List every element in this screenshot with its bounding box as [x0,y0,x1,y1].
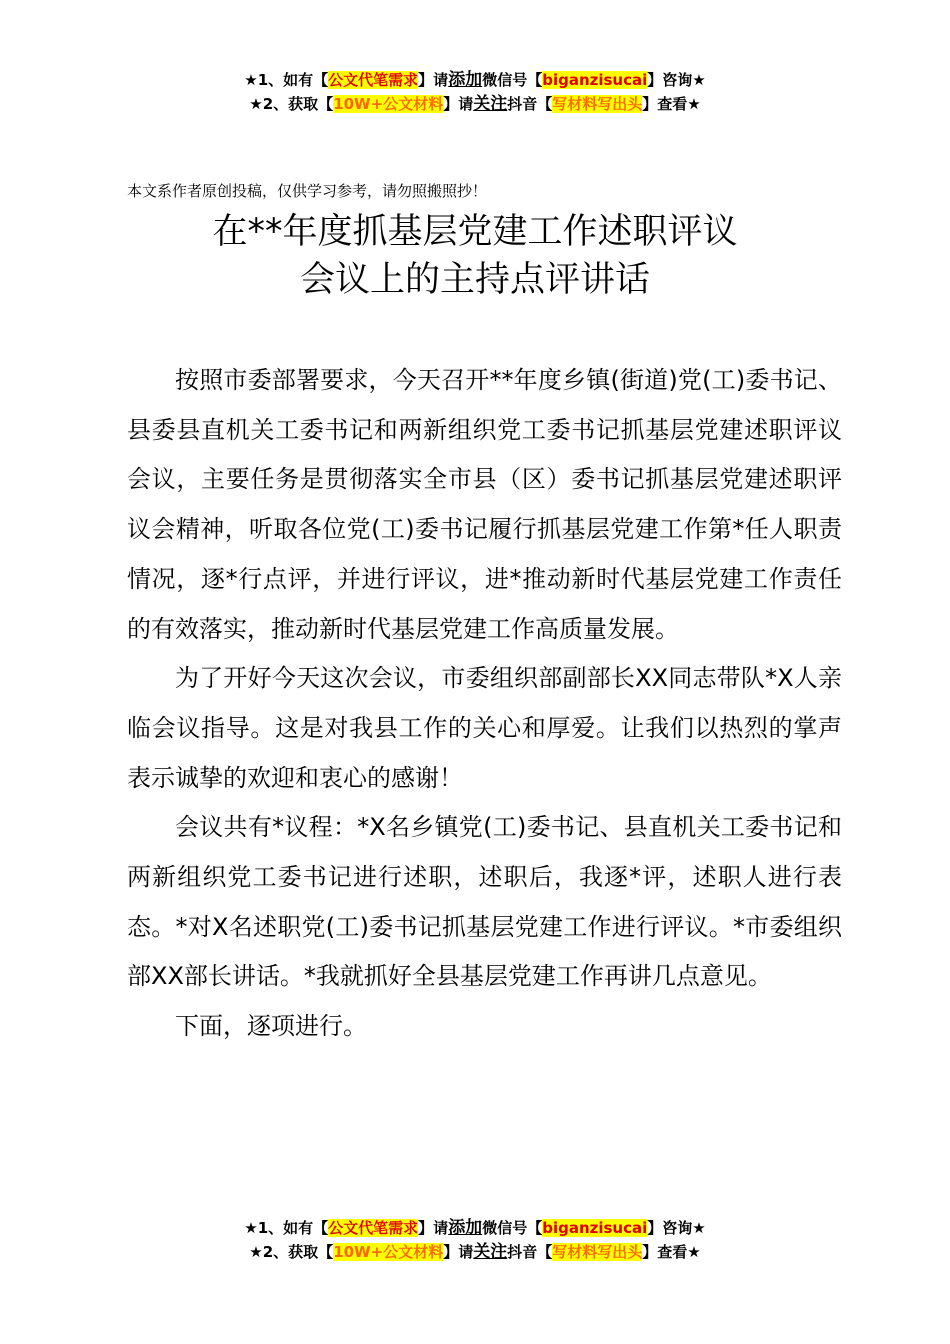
star-icon: ★ [244,1219,258,1237]
star-icon: ★ [687,1243,701,1261]
banner-line-1: ★1、如有【公文代笔需求】请添加微信号【biganzisucai】咨询★ [244,1218,706,1238]
paragraph: 会议共有*议程：*X名乡镇党(工)委书记、县直机关工委书记和两新组织党工委书记进行述职，述职后，我逐*评，述职人进行表态。*对X名述职党(工)委书记抓基层党建工作进行评议。*市委组织部XX部长讲话。*我就抓好全县基层党建工作再讲几点意见。 [127,813,842,991]
document-title-line-1: 在**年度抓基层党建工作述职评议 [212,212,738,252]
document-title-line-2: 会议上的主持点评讲话 [299,260,650,300]
paragraph: 按照市委部署要求，今天召开**年度乡镇(街道)党(工)委书记、县委县直机关工委书记和两新组织党工委书记抓基层党建述职评议会议，主要任务是贯彻落实全市县（区）委书记抓基层党建述职评议会精神，听取各位党(工)委书记履行抓基层党建工作第*任人职责情况，逐*行点评，并进行评议，进*推动新时代基层党建工作责任的有效落实，推动新时代基层党建工作高质量发展。 [127,366,842,643]
highlight-wechat-id: biganzisucai [542,71,648,89]
star-icon: ★ [692,1219,706,1237]
document-body [127,356,842,1052]
highlight-materials: 10W+公文材料 [333,1243,444,1261]
highlight-wechat-id: biganzisucai [542,1219,648,1237]
banner-line-2: ★2、获取【10W+公文材料】请关注抖音【写材料写出头】查看★ [249,94,701,114]
banner-line-2: ★2、获取【10W+公文材料】请关注抖音【写材料写出头】查看★ [249,1242,701,1262]
highlight-service: 公文代笔需求 [328,1219,419,1237]
highlight-service: 公文代笔需求 [328,71,419,89]
banner-line-1: ★1、如有【公文代笔需求】请添加微信号【biganzisucai】咨询★ [244,70,706,90]
highlight-materials: 10W+公文材料 [333,95,444,113]
star-icon: ★ [687,95,701,113]
bottom-banner [0,1216,950,1264]
star-icon: ★ [692,71,706,89]
highlight-douyin-id: 写材料写出头 [552,95,643,113]
top-banner [0,68,950,116]
copyright-note: 本文系作者原创投稿，仅供学习参考，请勿照搬照抄！ [127,182,488,200]
paragraph: 为了开好今天这次会议，市委组织部副部长XX同志带队*X人亲临会议指导。这是对我县工作的关心和厚爱。让我们以热烈的掌声表示诚挚的欢迎和衷心的感谢！ [127,664,842,792]
paragraph: 下面，逐项进行。 [175,1012,367,1041]
star-icon: ★ [249,1243,263,1261]
star-icon: ★ [244,71,258,89]
star-icon: ★ [249,95,263,113]
highlight-douyin-id: 写材料写出头 [552,1243,643,1261]
